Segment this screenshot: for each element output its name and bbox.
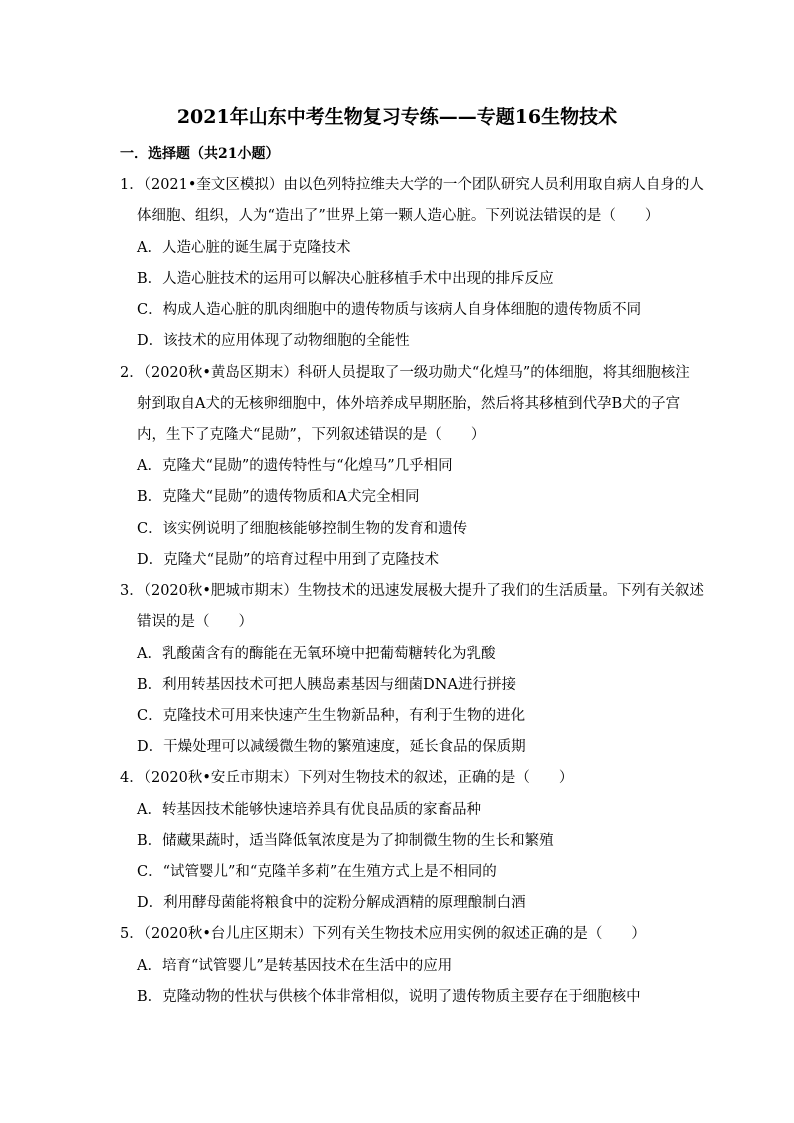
question-2-stem: 内，生下了克隆犬“昆勋”，下列叙述错误的是（ ） [137, 427, 486, 443]
question-2-option-a: A．克隆犬“昆勋”的遗传特性与“化煌马”几乎相同 [137, 458, 453, 474]
section-heading: 一．选择题（共21小题） [120, 146, 280, 162]
question-1-stem: 体细胞、组织，人为“造出了”世界上第一颗人造心脏。下列说法错误的是（ ） [137, 208, 660, 224]
question-4-option-d: D．利用酵母菌能将粮食中的淀粉分解成酒精的原理酿制白酒 [137, 895, 526, 911]
question-5-option-b: B．克隆动物的性状与供核个体非常相似，说明了遗传物质主要存在于细胞核中 [137, 989, 641, 1005]
question-4-option-b: B．储藏果蔬时，适当降低氧浓度是为了抑制微生物的生长和繁殖 [137, 833, 554, 849]
question-1-option-d: D．该技术的应用体现了动物细胞的全能性 [137, 333, 410, 349]
question-4-stem: 4．（2020秋•安丘市期末）下列对生物技术的叙述，正确的是（ ） [120, 770, 574, 786]
question-3-option-c: C．克隆技术可用来快速产生生物新品种，有利于生物的进化 [137, 708, 526, 724]
question-4-option-a: A．转基因技术能够快速培养具有优良品质的家畜品种 [137, 802, 481, 818]
question-1-option-a: A．人造心脏的诞生属于克隆技术 [137, 240, 351, 256]
question-1-stem: 1．（2021•奎文区模拟）由以色列特拉维夫大学的一个团队研究人员利用取自病人自身的人 [120, 177, 704, 193]
question-2-stem: 射到取自A犬的无核卵细胞中，体外培养成早期胚胎，然后将其移植到代孕B犬的子宫 [137, 396, 681, 412]
question-3-option-a: A．乳酸菌含有的酶能在无氧环境中把葡萄糖转化为乳酸 [137, 646, 496, 662]
question-2-option-c: C．该实例说明了细胞核能够控制生物的发育和遗传 [137, 521, 468, 537]
question-3-stem: 错误的是（ ） [137, 614, 253, 630]
question-3-option-b: B．利用转基因技术可把人胰岛素基因与细菌DNA进行拼接 [137, 677, 516, 693]
question-1-option-b: B．人造心脏技术的运用可以解决心脏移植手术中出现的排斥反应 [137, 271, 554, 287]
question-5-stem: 5．（2020秋•台儿庄区期末）下列有关生物技术应用实例的叙述正确的是（ ） [120, 926, 646, 942]
question-3-option-d: D．干燥处理可以减缓微生物的繁殖速度，延长食品的保质期 [137, 739, 526, 755]
question-2-option-d: D．克隆犬“昆勋”的培育过程中用到了克隆技术 [137, 552, 439, 568]
question-5-option-a: A．培育“试管婴儿”是转基因技术在生活中的应用 [137, 958, 453, 974]
question-3-stem: 3．（2020秋•肥城市期末）生物技术的迅速发展极大提升了我们的生活质量。下列有关叙述 [120, 583, 704, 599]
question-4-option-c: C．“试管婴儿”和“克隆羊多莉”在生殖方式上是不相同的 [137, 864, 497, 880]
question-1-option-c: C．构成人造心脏的肌肉细胞中的遗传物质与该病人自身体细胞的遗传物质不同 [137, 302, 642, 318]
question-2-stem: 2．（2020秋•黄岛区期末）科研人员提取了一级功勋犬“化煌马”的体细胞，将其细胞核注 [120, 365, 690, 381]
question-2-option-b: B．克隆犬“昆勋”的遗传物质和A犬完全相同 [137, 489, 420, 505]
document-title: 2021年山东中考生物复习专练——专题16生物技术 [176, 106, 618, 128]
